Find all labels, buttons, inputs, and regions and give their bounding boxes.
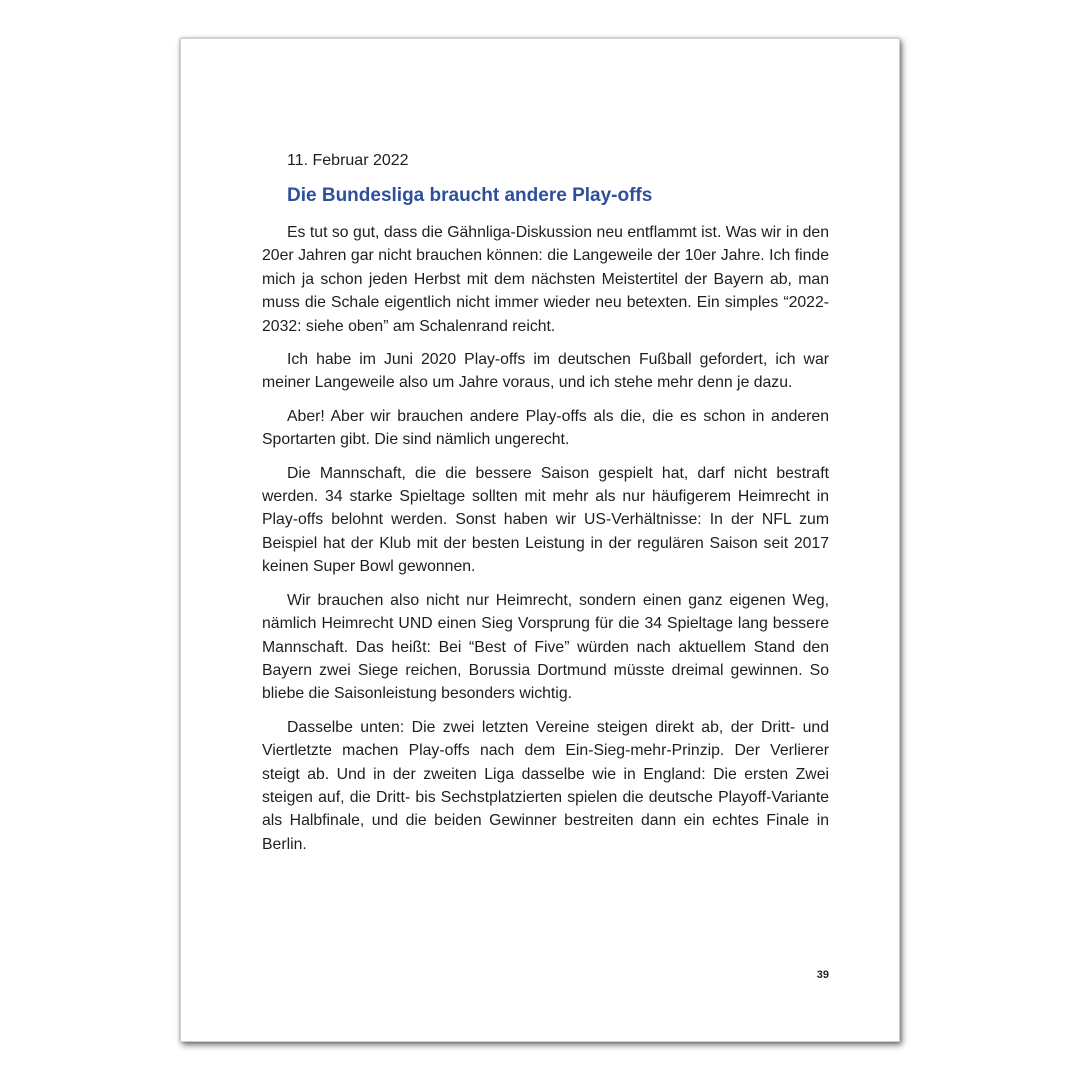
paragraph-6: Dasselbe unten: Die zwei letzten Vereine steigen direkt ab, der Dritt- und Viertletzte machen Play-offs nach dem Ein-Sieg-mehr-Prinzip. Der Verlierer steigt ab. Und in der zweiten Liga dasselbe wie in England: Die ersten Zwei steigen auf, die Dritt- bis Sechstplatzierten spielen die deutsche Playoff-Variante als Halbfinale, und die beiden Gewinner bestreiten dann ein echtes Finale in Berlin. [262, 718, 829, 853]
paragraph-4: Die Mannschaft, die die bessere Saison gespielt hat, darf nicht bestraft werden. 34 starke Spieltage sollten mit mehr als nur häufigerem Heimrecht in Play-offs belohnt werden. Sonst haben wir US-Verhältnisse: In der NFL zum Beispiel hat der Klub mit der besten Leistung in der regulären Saison seit 2017 keinen Super Bowl gewonnen. [262, 464, 829, 576]
page-content [262, 149, 829, 866]
article-date: 11. Februar 2022 [287, 152, 409, 169]
paragraph-5: Wir brauchen also nicht nur Heimrecht, sondern einen ganz eigenen Weg, nämlich Heimrecht UND einen Sieg Vorsprung für die 34 Spieltage lang bessere Mannschaft. Das heißt: Bei “Best of Five” würden nach aktuellem Stand den Bayern zwei Siege reichen, Borussia Dortmund müsste dreimal gewinnen. So bliebe die Saisonleistung besonders wichtig. [262, 591, 829, 703]
paragraph-1: Es tut so gut, dass die Gähnliga-Diskussion neu entflammt ist. Was wir in den 20er Jahren gar nicht brauchen können: die Langeweile der 10er Jahre. Ich finde mich ja schon jeden Herbst mit dem nächsten Meistertitel der Bayern ab, man muss die Schale eigentlich nicht immer wieder neu betexten. Ein simples “2022-2032: siehe oben” am Schalenrand reicht. [262, 224, 829, 335]
article-title: Die Bundesliga braucht andere Play-offs [287, 185, 653, 206]
paragraph-3: Aber! Aber wir brauchen andere Play-offs als die, die es schon in anderen Sportarten gibt. Die sind nämlich ungerecht. [262, 407, 829, 449]
book-page [180, 38, 900, 1042]
paragraph-2: Ich habe im Juni 2020 Play-offs im deutschen Fußball gefordert, ich war meiner Langeweile also um Jahre voraus, und ich stehe mehr denn je dazu. [262, 351, 829, 392]
page-number: 39 [816, 969, 829, 981]
